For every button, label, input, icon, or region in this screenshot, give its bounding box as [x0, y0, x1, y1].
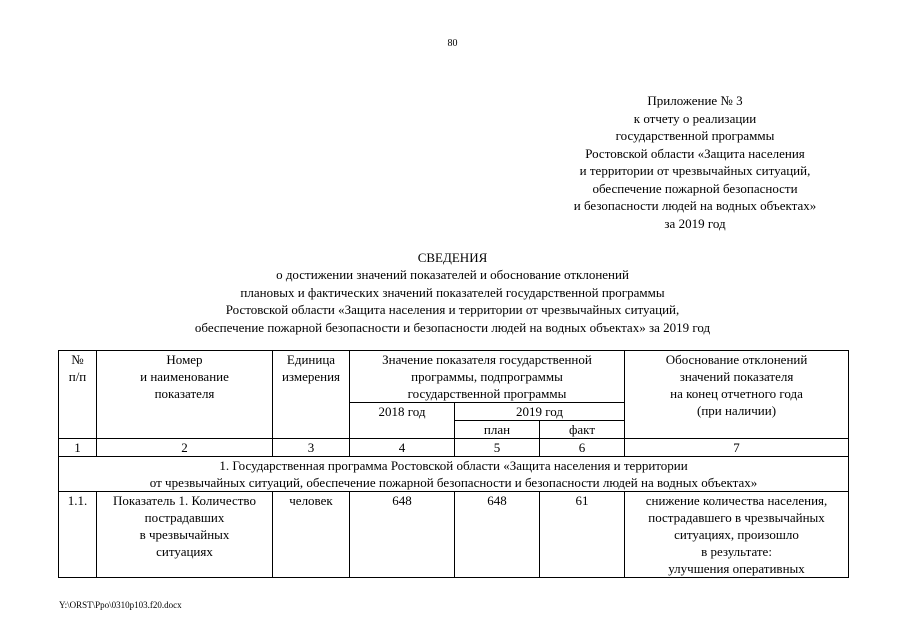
header-no: № п/п: [59, 351, 97, 439]
column-number: 7: [625, 439, 849, 457]
row-unit: человек: [273, 492, 350, 578]
header-name: Номер и наименование показателя: [97, 351, 273, 439]
appendix-block: [540, 92, 850, 232]
section-row: [59, 457, 849, 492]
appendix-line: Приложение № 3: [647, 93, 743, 108]
heading-line: Ростовской области «Защита населения и территории от чрезвычайных ситуаций,: [225, 302, 680, 318]
heading-line: обеспечение пожарной безопасности и безопасности людей на водных объектах» за 2019 год: [194, 319, 711, 335]
row-name: Показатель 1. Количество пострадавших в чрезвычайных ситуациях: [97, 492, 273, 578]
column-number: 1: [59, 439, 97, 457]
row-2018: 648: [350, 492, 455, 578]
column-number: 5: [455, 439, 540, 457]
appendix-line: Ростовской области «Защита населения: [585, 145, 805, 161]
row-plan: 648: [455, 492, 540, 578]
column-numbers-row: [59, 439, 849, 457]
document-heading: [0, 249, 905, 336]
appendix-line: и территории от чрезвычайных ситуаций,: [579, 163, 811, 178]
header-row: [59, 351, 849, 403]
header-reason: Обоснование отклонений значений показателя на конец отчетного года (при наличии): [625, 351, 849, 439]
table-row: [59, 492, 849, 578]
file-path-footer: Y:\ORST\Ppo\0310p103.f20.docx: [59, 600, 182, 610]
row-no: 1.1.: [59, 492, 97, 578]
column-number: 3: [273, 439, 350, 457]
document-title: СВЕДЕНИЯ: [417, 250, 488, 265]
section-title: 1. Государственная программа Ростовской области «Защита населения и территории от чрезвычайных ситуаций, обеспечение пожарной безопасности и безопасности людей на водных объектах»: [59, 457, 849, 492]
column-number: 2: [97, 439, 273, 457]
heading-line: плановых и фактических значений показателей государственной программы: [240, 284, 665, 300]
appendix-line: государственной программы: [615, 128, 775, 143]
column-number: 4: [350, 439, 455, 457]
appendix-line: за 2019 год: [664, 215, 726, 231]
appendix-line: обеспечение пожарной безопасности: [592, 180, 798, 196]
page-number: 80: [447, 38, 458, 49]
header-2019: 2019 год: [455, 403, 625, 421]
appendix-line: к отчету о реализации: [633, 110, 757, 126]
row-fact: 61: [540, 492, 625, 578]
appendix-line: и безопасности людей на водных объектах»: [573, 198, 817, 213]
header-plan: план: [455, 421, 540, 439]
column-number: 6: [540, 439, 625, 457]
row-reason: снижение количества населения, пострадавшего в чрезвычайных ситуациях, произошло в результате: улучшения оперативных: [625, 492, 849, 578]
header-fact: факт: [540, 421, 625, 439]
heading-line: о достижении значений показателей и обоснование отклонений: [276, 267, 629, 283]
header-unit: Единица измерения: [273, 351, 350, 439]
indicators-table: [58, 350, 849, 578]
header-2018: 2018 год: [350, 403, 455, 439]
header-value: Значение показателя государственной программы, подпрограммы государственной программы: [350, 351, 625, 403]
